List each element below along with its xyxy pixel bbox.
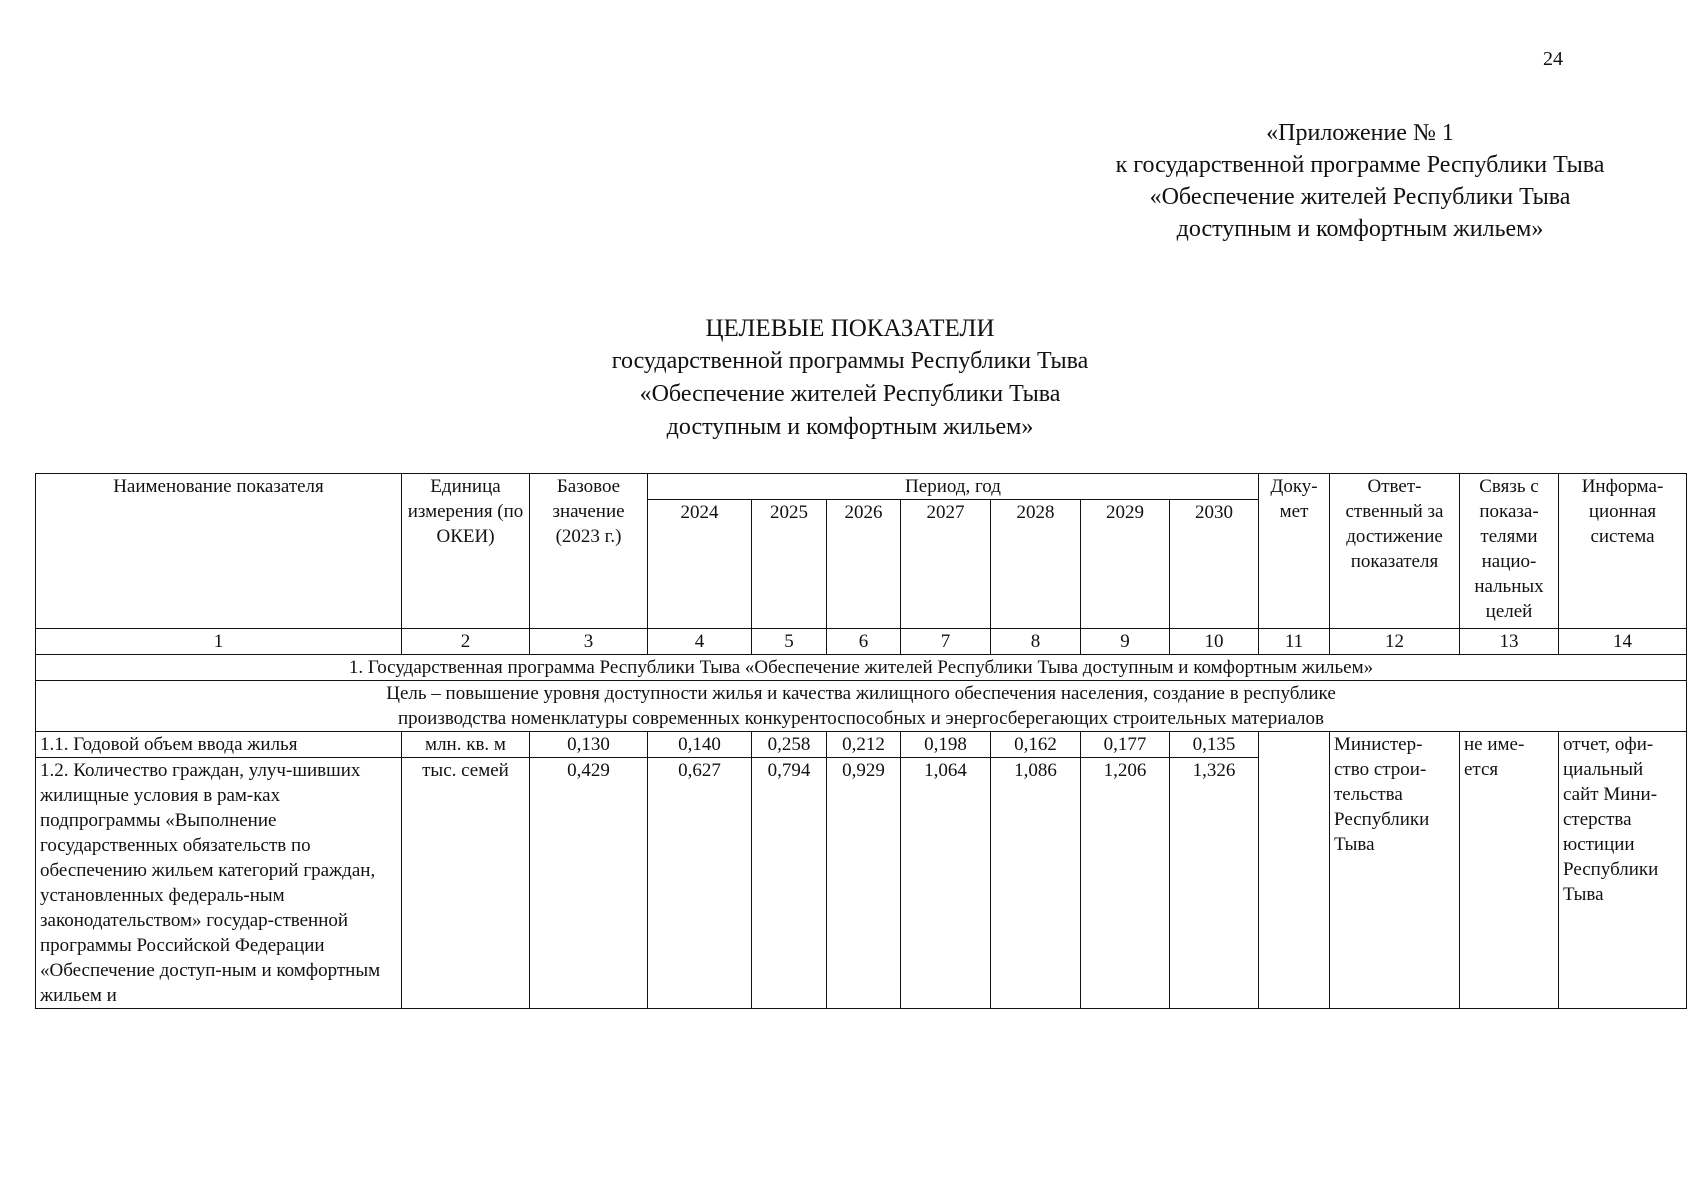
indicator-unit: млн. кв. м [402,732,530,758]
column-number: 1 [36,629,402,655]
appendix-line-4: доступным и комфортным жильем» [1176,216,1544,242]
column-number: 13 [1460,629,1559,655]
indicator-base-value: 0,429 [530,758,648,1009]
appendix-line-1: «Приложение № 1 [1266,120,1454,146]
indicator-base-value: 0,130 [530,732,648,758]
goal-text [36,681,1687,732]
column-number: 9 [1081,629,1170,655]
indicator-value: 1,206 [1081,758,1170,1009]
title-line-4: доступным и комфортным жильем» [666,414,1034,440]
indicator-value: 1,064 [901,758,991,1009]
indicator-value: 1,326 [1170,758,1259,1009]
column-number: 5 [752,629,827,655]
column-number: 11 [1259,629,1330,655]
header-year: 2030 [1170,500,1259,629]
indicator-name: 1.1. Годовой объем ввода жилья [36,732,402,758]
indicator-information-system: отчет, офи-циальный сайт Мини-стерства юстиции Республики Тыва [1559,732,1687,1009]
column-number: 6 [827,629,901,655]
indicator-value: 0,162 [991,732,1081,758]
page-number: 24 [1543,48,1563,70]
header-name: Наименование показателя [36,474,402,629]
section-row [36,655,1687,681]
indicator-value: 1,086 [991,758,1081,1009]
indicator-value: 0,627 [648,758,752,1009]
indicator-value: 0,135 [1170,732,1259,758]
indicator-name: 1.2. Количество граждан, улуч-шивших жилищные условия в рам-ках подпрограммы «Выполнение государственных обязательств по обеспечению жильем категорий граждан, установленных федераль-ным законодательством» государ-ственной программы Российской Федерации «Обеспечение доступ-ным и комфортным жильем и [36,758,402,1009]
header-base: Базовое значение (2023 г.) [530,474,648,629]
table-row [36,732,1687,758]
indicator-value: 0,929 [827,758,901,1009]
target-indicators-table [35,473,1687,1009]
title-line-1: ЦЕЛЕВЫЕ ПОКАЗАТЕЛИ [705,315,995,342]
appendix-line-3: «Обеспечение жителей Республики Тыва [1149,184,1571,210]
header-year: 2025 [752,500,827,629]
indicator-value: 0,198 [901,732,991,758]
header-year: 2028 [991,500,1081,629]
indicator-unit: тыс. семей [402,758,530,1009]
header-period: Период, год [648,474,1259,500]
column-number: 10 [1170,629,1259,655]
column-number: 2 [402,629,530,655]
goal-line-1: Цель – повышение уровня доступности жилья и качества жилищного обеспечения населения, создание в республике [386,683,1336,704]
header-year: 2027 [901,500,991,629]
indicator-value: 0,140 [648,732,752,758]
column-number: 12 [1330,629,1460,655]
indicator-national-goals-link: не име-ется [1460,732,1559,1009]
header-year: 2024 [648,500,752,629]
column-number: 7 [901,629,991,655]
header-year: 2026 [827,500,901,629]
indicator-responsible: Министер-ство строи-тельства Республики Тыва [1330,732,1460,1009]
title-line-3: «Обеспечение жителей Республики Тыва [639,381,1061,407]
header-year: 2029 [1081,500,1170,629]
header-responsible: Ответ-ственный за достижение показателя [1330,474,1460,629]
column-numbers-row [36,629,1687,655]
appendix-line-2: к государственной программе Республики Тыва [1115,152,1605,178]
column-number: 8 [991,629,1081,655]
indicator-value: 0,212 [827,732,901,758]
goal-line-2: производства номенклатуры современных конкурентоспособных и энергосберегающих строительных материалов [398,708,1324,729]
column-number: 14 [1559,629,1687,655]
indicator-value: 0,258 [752,732,827,758]
appendix-heading [1040,117,1680,245]
document-title [480,312,1220,444]
header-national-goals-link: Связь с показа-телями нацио-нальных целей [1460,474,1559,629]
header-unit: Единица измерения (по ОКЕИ) [402,474,530,629]
goal-row [36,681,1687,732]
title-line-2: государственной программы Республики Тыва [611,348,1089,374]
header-information-system: Информа-ционная система [1559,474,1687,629]
indicator-value: 0,177 [1081,732,1170,758]
indicator-document [1259,732,1330,1009]
section-title: 1. Государственная программа Республики Тыва «Обеспечение жителей Республики Тыва доступным и комфортным жильем» [36,655,1687,681]
column-number: 4 [648,629,752,655]
column-number: 3 [530,629,648,655]
indicator-value: 0,794 [752,758,827,1009]
header-document: Доку-мет [1259,474,1330,629]
